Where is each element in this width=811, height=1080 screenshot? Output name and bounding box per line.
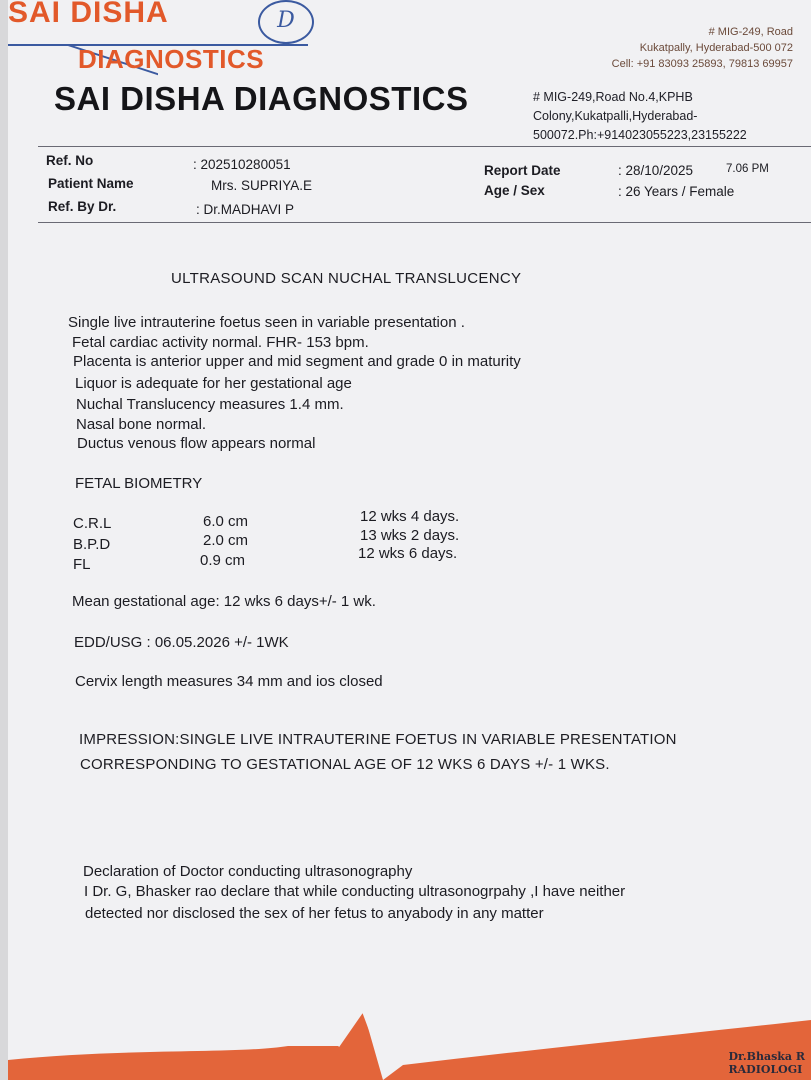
declaration-line1: I Dr. G, Bhasker rao declare that while conducting ultrasonogrpahy ,I have neither <box>84 883 626 900</box>
preprint-address-line1: # MIG-249, Road <box>708 26 793 38</box>
edd-usg: EDD/USG : 06.05.2026 +/- 1WK <box>74 634 289 651</box>
patient-info-divider <box>38 222 811 223</box>
report-date-label: Report Date <box>484 163 561 178</box>
ref-no-value: : 202510280051 <box>193 157 291 172</box>
footer-wave-decoration <box>8 1010 811 1080</box>
header-divider <box>38 146 811 147</box>
logo-seal-icon <box>258 0 314 44</box>
biometry-age: 13 wks 2 days. <box>360 527 460 544</box>
finding-line: Single live intrauterine foetus seen in variable presentation . <box>68 314 465 331</box>
report-page <box>8 0 811 1080</box>
biometry-heading: FETAL BIOMETRY <box>75 475 203 492</box>
signature-line2: RADIOLOGI <box>728 1063 803 1076</box>
report-title: ULTRASOUND SCAN NUCHAL TRANSLUCENCY <box>171 270 522 287</box>
finding-line: Nuchal Translucency measures 1.4 mm. <box>76 396 344 413</box>
ref-no-label: Ref. No <box>46 153 94 168</box>
biometry-param: C.R.L <box>73 515 112 532</box>
preprint-address <box>612 24 793 72</box>
cervix-length: Cervix length measures 34 mm and ios closed <box>75 673 383 690</box>
age-sex-label: Age / Sex <box>484 183 545 198</box>
biometry-age: 12 wks 6 days. <box>358 545 458 562</box>
ref-by-label: Ref. By Dr. <box>48 199 117 214</box>
impression-line1: IMPRESSION:SINGLE LIVE INTRAUTERINE FOETUS IN VARIABLE PRESENTATION <box>79 731 677 748</box>
report-time: 7.06 PM <box>726 163 769 175</box>
clinic-address-line1: # MIG-249,Road No.4,KPHB <box>533 90 693 104</box>
age-sex-value: : 26 Years / Female <box>618 184 735 199</box>
biometry-param: FL <box>73 556 91 573</box>
preprint-cell: Cell: +91 83093 25893, 79813 69957 <box>611 58 793 70</box>
report-date-value: : 28/10/2025 <box>618 163 694 178</box>
biometry-value: 2.0 cm <box>203 532 249 549</box>
patient-name-label: Patient Name <box>48 176 134 191</box>
preprint-logo-line2: DIAGNOSTICS <box>78 44 265 74</box>
declaration-title: Declaration of Doctor conducting ultrasonography <box>83 863 413 880</box>
mean-gestational-age: Mean gestational age: 12 wks 6 days+/- 1 wk. <box>72 593 376 610</box>
patient-name-value: Mrs. SUPRIYA.E <box>211 178 313 193</box>
clinic-address-line3: 500072.Ph:+914023055223,23155222 <box>533 128 747 142</box>
preprint-logo-line1: SAI DISHA <box>8 0 169 29</box>
signature-stamp <box>729 1050 806 1076</box>
ref-by-value: : Dr.MADHAVI P <box>196 202 295 217</box>
biometry-age: 12 wks 4 days. <box>360 508 460 525</box>
finding-line: Fetal cardiac activity normal. FHR- 153 bpm. <box>72 334 369 351</box>
brand-title: SAI DISHA DIAGNOSTICS <box>54 80 469 117</box>
clinic-address-line2: Colony,Kukatpalli,Hyderabad- <box>533 109 698 123</box>
finding-line: Placenta is anterior upper and mid segment and grade 0 in maturity <box>73 353 521 370</box>
clinic-address <box>533 88 747 145</box>
preprint-address-line2: Kukatpally, Hyderabad-500 072 <box>639 42 793 54</box>
declaration-line2: detected nor disclosed the sex of her fetus to anyabody in any matter <box>85 905 544 922</box>
finding-line: Nasal bone normal. <box>76 416 207 433</box>
finding-line: Liquor is adequate for her gestational age <box>75 375 352 392</box>
impression-line2: CORRESPONDING TO GESTATIONAL AGE OF 12 WKS 6 DAYS +/- 1 WKS. <box>80 756 610 773</box>
signature-line1: Dr.Bhaska R <box>728 1050 805 1063</box>
finding-line: Ductus venous flow appears normal <box>77 435 316 452</box>
seal-letter: D <box>277 8 295 33</box>
biometry-param: B.P.D <box>73 536 111 553</box>
biometry-value: 6.0 cm <box>203 513 249 530</box>
biometry-value: 0.9 cm <box>200 552 246 569</box>
